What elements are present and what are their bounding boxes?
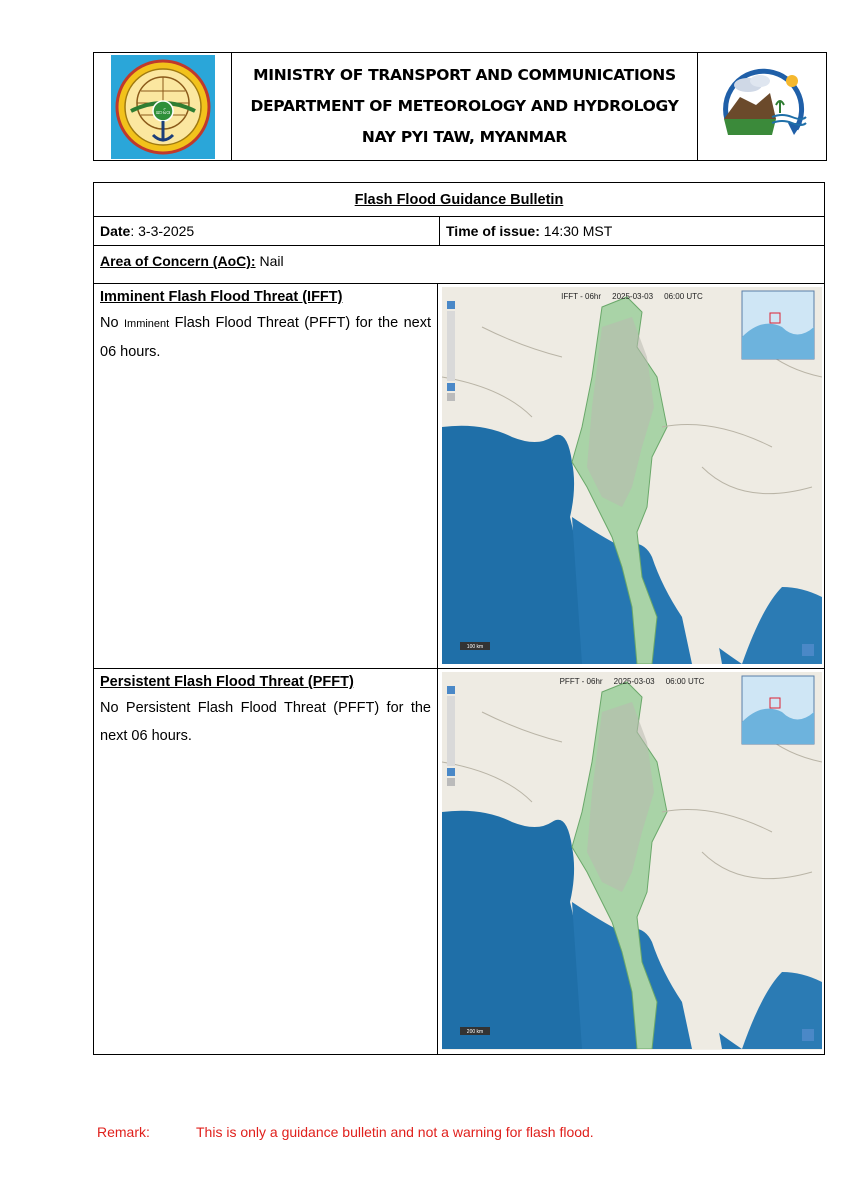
ifft-row bbox=[94, 284, 824, 669]
letterhead bbox=[93, 52, 827, 161]
hydrology-cycle-icon bbox=[710, 57, 814, 157]
ifft-map-header: IFFT - 06hr 2025-03-03 06:00 UTC bbox=[561, 292, 703, 301]
department-logo bbox=[698, 53, 826, 160]
ifft-heading: Imminent Flash Flood Threat (IFFT) bbox=[100, 289, 343, 305]
emblem-text: ဆမ်ဒ bbox=[155, 108, 170, 116]
ifft-description bbox=[100, 309, 436, 366]
department-name: DEPARTMENT OF METEOROLOGY AND HYDROLOGY bbox=[250, 97, 679, 115]
aoc-value: Nail bbox=[255, 253, 284, 269]
ifft-scale: 100 km bbox=[466, 644, 484, 650]
pfft-scale: 200 km bbox=[466, 1029, 484, 1035]
remark-text: This is only a guidance bulletin and not a warning for flash flood. bbox=[196, 1124, 594, 1140]
pfft-heading: Persistent Flash Flood Threat (PFFT) bbox=[100, 674, 354, 690]
date-value: : 3-3-2025 bbox=[130, 223, 195, 239]
ministry-logo bbox=[94, 53, 232, 160]
pfft-text-cell bbox=[94, 669, 438, 1054]
pfft-row bbox=[94, 669, 824, 1054]
bulletin-title: Flash Flood Guidance Bulletin bbox=[354, 191, 564, 208]
date-cell bbox=[94, 217, 440, 245]
ifft-text-small: Imminent bbox=[123, 318, 170, 330]
ifft-map-svg bbox=[442, 287, 822, 664]
aoc-label: Area of Concern (AoC): bbox=[100, 253, 256, 269]
remark-label: Remark: bbox=[97, 1124, 150, 1140]
pfft-description: No Persistent Flash Flood Threat (PFFT) for the next 06 hours. bbox=[100, 700, 431, 744]
bulletin-table bbox=[93, 182, 825, 1055]
issue-time-cell bbox=[440, 217, 824, 245]
pfft-map-header: PFFT - 06hr 2025-03-03 06:00 UTC bbox=[559, 677, 705, 686]
ifft-text-rest: Flash Flood Threat (PFFT) for the next 06 hours. bbox=[100, 315, 436, 360]
pfft-map[interactable] bbox=[442, 672, 822, 1050]
location-line: NAY PYI TAW, MYANMAR bbox=[361, 128, 568, 146]
ifft-map[interactable] bbox=[442, 287, 822, 664]
remark-footer bbox=[97, 1124, 594, 1140]
ministry-emblem-icon bbox=[111, 55, 215, 159]
pfft-map-cell bbox=[438, 669, 824, 1054]
date-label: Date bbox=[100, 223, 131, 239]
area-of-concern-row bbox=[94, 246, 824, 284]
issue-time-value: 14:30 MST bbox=[539, 223, 613, 239]
pfft-map-svg bbox=[442, 672, 822, 1049]
bulletin-title-row bbox=[94, 183, 824, 217]
ministry-name: MINISTRY OF TRANSPORT AND COMMUNICATIONS bbox=[253, 66, 676, 84]
ifft-text-cell bbox=[94, 284, 438, 668]
date-row bbox=[94, 217, 824, 246]
ifft-map-cell bbox=[438, 284, 824, 668]
issue-time-label: Time of issue: bbox=[446, 223, 540, 239]
area-of-concern-cell bbox=[94, 246, 290, 283]
letterhead-title bbox=[232, 53, 698, 160]
ifft-text-prefix: No bbox=[100, 315, 124, 331]
